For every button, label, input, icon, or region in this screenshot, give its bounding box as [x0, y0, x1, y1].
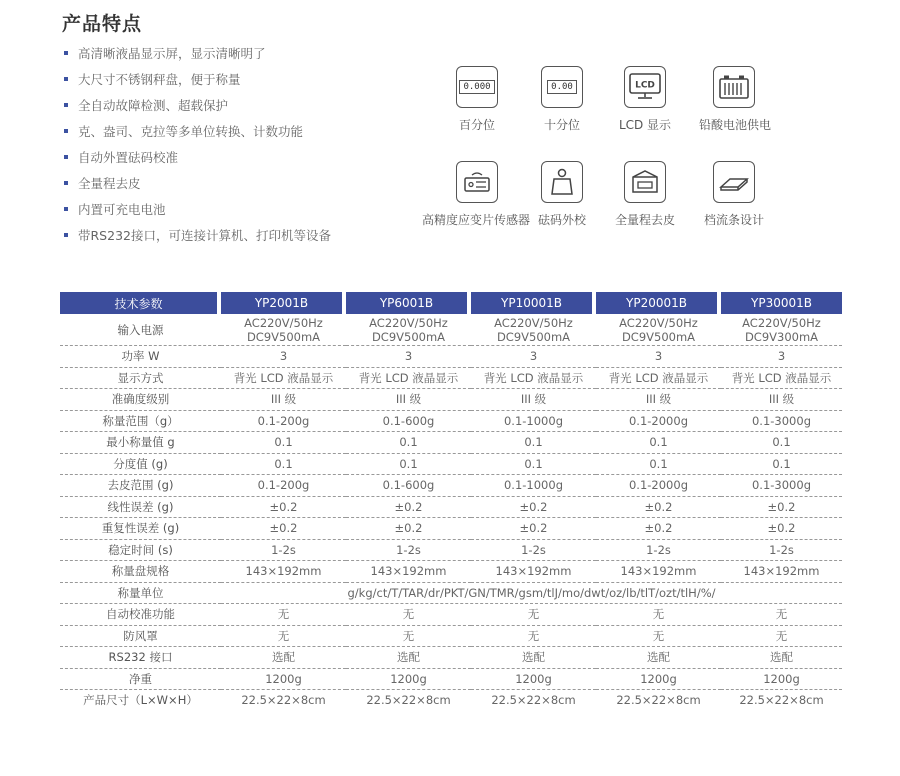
table-cell: 0.1-200g — [221, 475, 346, 497]
tare-box-icon — [624, 161, 666, 203]
table-cell: 1-2s — [596, 540, 721, 562]
table-cell: 0.1 — [221, 432, 346, 454]
table-row — [60, 626, 842, 648]
table-cell: 0.1-2000g — [596, 475, 721, 497]
table-cell: AC220V/50Hz DC9V500mA — [596, 314, 721, 346]
table-row — [60, 475, 842, 497]
table-cell: 背光 LCD 液晶显示 — [596, 368, 721, 390]
table-cell: 143×192mm — [471, 561, 596, 583]
row-label: 称量范围（g） — [60, 411, 221, 433]
feature-icon-tare — [610, 161, 680, 228]
table-row — [60, 389, 842, 411]
table-header-cell: YP10001B — [471, 292, 596, 314]
feature-item: 内置可充电电池 — [64, 200, 331, 226]
weight-icon — [541, 161, 583, 203]
table-cell: 1200g — [346, 669, 471, 691]
section-title: 产品特点 — [62, 13, 143, 35]
feature-icon-lcd — [610, 66, 680, 133]
table-header-cell: 技术参数 — [60, 292, 221, 314]
table-cell: 背光 LCD 液晶显示 — [221, 368, 346, 390]
table-cell: 3 — [221, 346, 346, 368]
feature-icon-windshield — [699, 161, 769, 228]
row-label: 称量单位 — [60, 583, 221, 605]
table-cell: 22.5×22×8cm — [491, 693, 576, 708]
row-label: 称量盘规格 — [60, 561, 221, 583]
table-cell: 1-2s — [346, 540, 471, 562]
row-label: 稳定时间 (s) — [60, 540, 221, 562]
table-row — [60, 540, 842, 562]
feature-icon-weight — [527, 161, 597, 228]
row-label: 分度值 (g) — [60, 454, 221, 476]
table-cell: ±0.2 — [721, 518, 842, 540]
table-cell: 1200g — [596, 669, 721, 691]
table-cell: 3 — [596, 346, 721, 368]
icon-label: 百分位 — [458, 118, 495, 132]
table-row — [60, 454, 842, 476]
row-label: 线性误差 (g) — [60, 497, 221, 519]
table-cell: 1-2s — [721, 540, 842, 562]
table-cell: 0.1-3000g — [721, 475, 842, 497]
icon-label: 档流条设计 — [703, 213, 764, 227]
table-row — [60, 647, 842, 669]
table-cell: III 级 — [221, 389, 346, 411]
table-cell: 选配 — [346, 647, 471, 669]
table-header-cell: YP6001B — [346, 292, 471, 314]
table-row — [60, 432, 842, 454]
table-cell: 0.1-600g — [346, 475, 471, 497]
table-cell: III 级 — [596, 389, 721, 411]
feature-item: 自动外置砝码校准 — [64, 148, 331, 174]
display-000-icon: 0.00 — [541, 66, 583, 108]
feature-item: 全自动故障检测、超载保护 — [64, 96, 331, 122]
row-label: 产品尺寸（L×W×H） — [83, 693, 198, 708]
table-row — [60, 497, 842, 519]
table-cell: 1200g — [721, 669, 842, 691]
table-cell: 0.1 — [721, 432, 842, 454]
feature-icon-sensor — [422, 161, 531, 228]
table-cell: AC220V/50Hz DC9V500mA — [221, 314, 346, 346]
row-label: 自动校准功能 — [60, 604, 221, 626]
table-cell: ±0.2 — [471, 518, 596, 540]
table-cell: III 级 — [346, 389, 471, 411]
table-cell: 背光 LCD 液晶显示 — [721, 368, 842, 390]
table-cell: 22.5×22×8cm — [366, 693, 451, 708]
table-cell: ±0.2 — [721, 497, 842, 519]
table-cell: ±0.2 — [471, 497, 596, 519]
table-cell: 选配 — [471, 647, 596, 669]
table-cell: 22.5×22×8cm — [241, 693, 326, 708]
feature-item: 全量程去皮 — [64, 174, 331, 200]
table-cell: ±0.2 — [346, 518, 471, 540]
icon-label: 十分位 — [543, 118, 580, 132]
table-row — [60, 368, 842, 390]
svg-text:LCD: LCD — [635, 80, 655, 91]
icon-label: 铅酸电池供电 — [699, 118, 772, 132]
row-label: 准确度级别 — [60, 389, 221, 411]
icon-label: 砝码外校 — [537, 213, 586, 227]
table-cell: 143×192mm — [346, 561, 471, 583]
table-cell: 22.5×22×8cm — [739, 693, 824, 708]
table-cell: 22.5×22×8cm — [616, 693, 701, 708]
icon-label: 高精度应变片传感器 — [422, 213, 531, 227]
table-cell: 0.1 — [346, 432, 471, 454]
table-cell: AC220V/50Hz DC9V300mA — [721, 314, 842, 346]
table-cell: 0.1 — [721, 454, 842, 476]
table-cell: 0.1 — [596, 454, 721, 476]
spec-table — [60, 292, 842, 711]
table-cell: 背光 LCD 液晶显示 — [346, 368, 471, 390]
table-header-cell: YP30001B — [721, 292, 842, 314]
table-cell: III 级 — [471, 389, 596, 411]
table-header-cell: YP20001B — [596, 292, 721, 314]
table-cell: 无 — [596, 604, 721, 626]
table-cell: 无 — [596, 626, 721, 648]
table-row — [60, 690, 842, 711]
table-cell: 0.1-1000g — [471, 411, 596, 433]
table-cell: 0.1 — [346, 454, 471, 476]
table-cell: 选配 — [721, 647, 842, 669]
feature-icon-battery — [699, 66, 772, 133]
table-cell: 143×192mm — [721, 561, 842, 583]
table-cell: ±0.2 — [346, 497, 471, 519]
row-label: 重复性误差 (g) — [60, 518, 221, 540]
table-cell: 无 — [721, 604, 842, 626]
table-row — [60, 669, 842, 691]
table-cell: 无 — [346, 626, 471, 648]
feature-item: 带RS232接口，可连接计算机、打印机等设备 — [64, 226, 331, 252]
table-header-row — [60, 292, 842, 314]
table-cell: 选配 — [596, 647, 721, 669]
table-cell: 0.1-3000g — [721, 411, 842, 433]
table-cell: 143×192mm — [221, 561, 346, 583]
table-cell: 0.1-200g — [221, 411, 346, 433]
table-cell: 无 — [221, 626, 346, 648]
table-cell: III 级 — [721, 389, 842, 411]
table-cell: 1200g — [471, 669, 596, 691]
table-cell: 无 — [346, 604, 471, 626]
table-cell: AC220V/50Hz DC9V500mA — [471, 314, 596, 346]
table-cell: ±0.2 — [596, 518, 721, 540]
feature-item: 高清晰液晶显示屏，显示清晰明了 — [64, 44, 331, 70]
row-label: 输入电源 — [60, 314, 221, 346]
table-cell: 0.1 — [221, 454, 346, 476]
windshield-icon — [713, 161, 755, 203]
table-cell: 0.1 — [471, 432, 596, 454]
sensor-icon — [456, 161, 498, 203]
row-label: 防风罩 — [60, 626, 221, 648]
table-cell: 0.1-1000g — [471, 475, 596, 497]
table-row — [60, 314, 842, 346]
table-cell: 3 — [721, 346, 842, 368]
table-row — [60, 411, 842, 433]
table-row — [60, 518, 842, 540]
table-cell: ±0.2 — [221, 497, 346, 519]
table-cell: 3 — [346, 346, 471, 368]
battery-icon — [713, 66, 755, 108]
units-cell: g/kg/ct/T/TAR/dr/PKT/GN/TMR/gsm/tlJ/mo/dwt/oz/lb/tlT/ozt/tlH/%/ — [221, 583, 842, 605]
feature-item: 克、盎司、克拉等多单位转换、计数功能 — [64, 122, 331, 148]
table-row — [60, 346, 842, 368]
table-row — [60, 604, 842, 626]
table-cell: 0.1 — [596, 432, 721, 454]
table-cell: 0.1-600g — [346, 411, 471, 433]
table-cell: 1200g — [221, 669, 346, 691]
table-cell: 无 — [221, 604, 346, 626]
table-cell: 无 — [471, 626, 596, 648]
table-cell: AC220V/50Hz DC9V500mA — [346, 314, 471, 346]
feature-item: 大尺寸不锈钢秤盘，便于称量 — [64, 70, 331, 96]
table-header-cell: YP2001B — [221, 292, 346, 314]
table-row — [60, 583, 842, 605]
row-label: 去皮范围 (g) — [60, 475, 221, 497]
icon-label: 全量程去皮 — [614, 213, 675, 227]
table-cell: 无 — [721, 626, 842, 648]
display-0000-icon: 0.000 — [456, 66, 498, 108]
row-label: 净重 — [60, 669, 221, 691]
table-row — [60, 561, 842, 583]
row-label: RS232 接口 — [60, 647, 221, 669]
table-cell: ±0.2 — [221, 518, 346, 540]
table-cell: 背光 LCD 液晶显示 — [471, 368, 596, 390]
feature-list — [64, 44, 331, 252]
table-cell: 3 — [471, 346, 596, 368]
row-label: 最小称量值 g — [60, 432, 221, 454]
table-cell: 选配 — [221, 647, 346, 669]
row-label: 显示方式 — [60, 368, 221, 390]
table-cell: 143×192mm — [596, 561, 721, 583]
table-cell: 1-2s — [221, 540, 346, 562]
lcd-monitor-icon — [624, 66, 666, 108]
table-cell: 1-2s — [471, 540, 596, 562]
table-cell: ±0.2 — [596, 497, 721, 519]
table-cell: 0.1-2000g — [596, 411, 721, 433]
table-cell: 0.1 — [471, 454, 596, 476]
feature-icon-tenth — [527, 66, 597, 133]
feature-icon-percent — [442, 66, 512, 133]
row-label: 功率 W — [60, 346, 221, 368]
table-cell: 无 — [471, 604, 596, 626]
icon-label: LCD 显示 — [618, 118, 672, 132]
